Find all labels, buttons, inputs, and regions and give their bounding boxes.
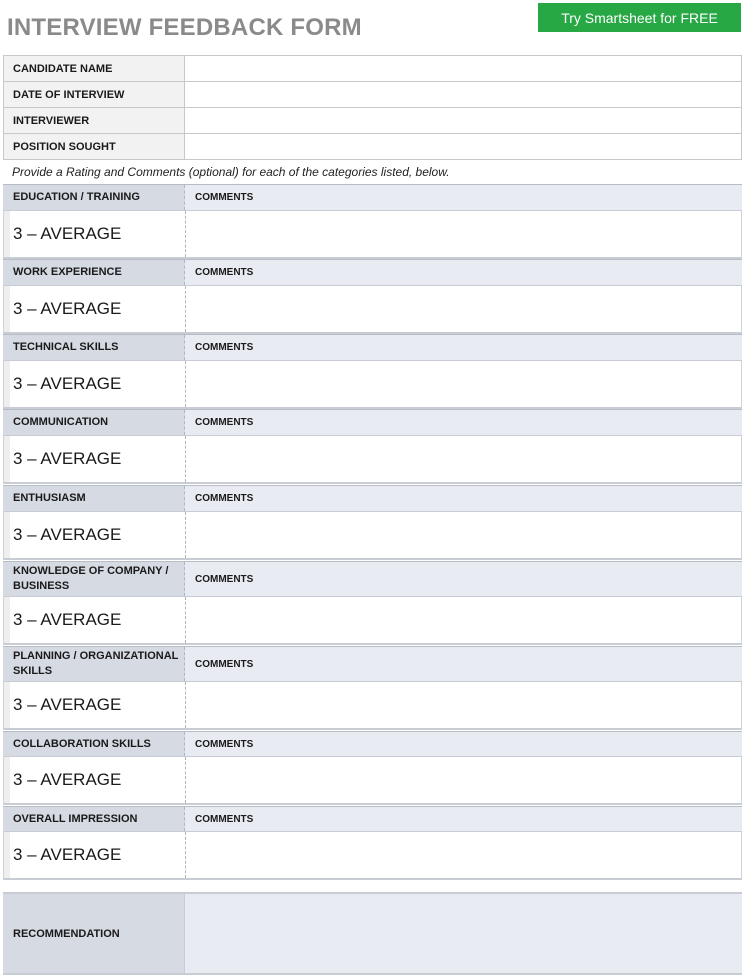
category-enthusiasm [3,485,742,560]
category-collaboration-skills [3,731,742,805]
category-name: PLANNING / ORGANIZATIONAL SKILLS [3,647,185,681]
info-row-date-of-interview [3,82,742,108]
info-row-candidate-name [3,56,742,82]
interviewer-field[interactable] [185,108,741,133]
category-name: COMMUNICATION [3,410,185,435]
comments-field[interactable] [186,361,741,407]
category-work-experience [3,259,742,334]
rating-select[interactable]: 3 – AVERAGE [4,286,186,332]
date-of-interview-label: DATE OF INTERVIEW [4,82,185,107]
category-overall-impression [3,806,742,880]
comments-field[interactable] [186,832,741,878]
comments-label: COMMENTS [185,185,742,210]
candidate-name-field[interactable] [185,56,741,81]
rating-select[interactable]: 3 – AVERAGE [4,757,186,803]
rating-select[interactable]: 3 – AVERAGE [4,832,186,878]
recommendation-field[interactable] [185,894,742,973]
category-name: COLLABORATION SKILLS [3,732,185,756]
category-communication [3,409,742,484]
comments-label: COMMENTS [185,647,742,681]
category-name: TECHNICAL SKILLS [3,335,185,360]
comments-label: COMMENTS [185,732,742,756]
category-education-training [3,184,742,259]
comments-label: COMMENTS [185,486,742,511]
comments-field[interactable] [186,286,741,332]
comments-field[interactable] [186,436,741,482]
try-smartsheet-button[interactable]: Try Smartsheet for FREE [538,3,741,32]
category-name: WORK EXPERIENCE [3,260,185,285]
category-technical-skills [3,334,742,409]
comments-label: COMMENTS [185,562,742,596]
info-row-position-sought [3,134,742,160]
candidate-info-table [3,55,742,160]
rating-select[interactable]: 3 – AVERAGE [4,512,186,558]
rating-select[interactable]: 3 – AVERAGE [4,361,186,407]
comments-label: COMMENTS [185,410,742,435]
page-title: INTERVIEW FEEDBACK FORM [7,14,362,41]
position-sought-label: POSITION SOUGHT [4,134,185,159]
category-planning-organizational-skills [3,646,742,730]
candidate-name-label: CANDIDATE NAME [4,56,185,81]
interviewer-label: INTERVIEWER [4,108,185,133]
category-name: KNOWLEDGE OF COMPANY / BUSINESS [3,562,185,596]
date-of-interview-field[interactable] [185,82,741,107]
category-name: EDUCATION / TRAINING [3,185,185,210]
rating-select[interactable]: 3 – AVERAGE [4,682,186,728]
comments-label: COMMENTS [185,260,742,285]
position-sought-field[interactable] [185,134,741,159]
comments-label: COMMENTS [185,335,742,360]
rating-select[interactable]: 3 – AVERAGE [4,436,186,482]
category-knowledge-of-company [3,561,742,645]
comments-field[interactable] [186,597,741,643]
rating-select[interactable]: 3 – AVERAGE [4,211,186,257]
comments-field[interactable] [186,682,741,728]
category-name: OVERALL IMPRESSION [3,807,185,831]
recommendation-label: RECOMMENDATION [3,894,185,973]
instructions-text: Provide a Rating and Comments (optional) for each of the categories listed, below. [12,165,450,179]
category-name: ENTHUSIASM [3,486,185,511]
comments-field[interactable] [186,512,741,558]
rating-select[interactable]: 3 – AVERAGE [4,597,186,643]
comments-label: COMMENTS [185,807,742,831]
info-row-interviewer [3,108,742,134]
comments-field[interactable] [186,211,741,257]
recommendation-section [3,892,742,975]
comments-field[interactable] [186,757,741,803]
